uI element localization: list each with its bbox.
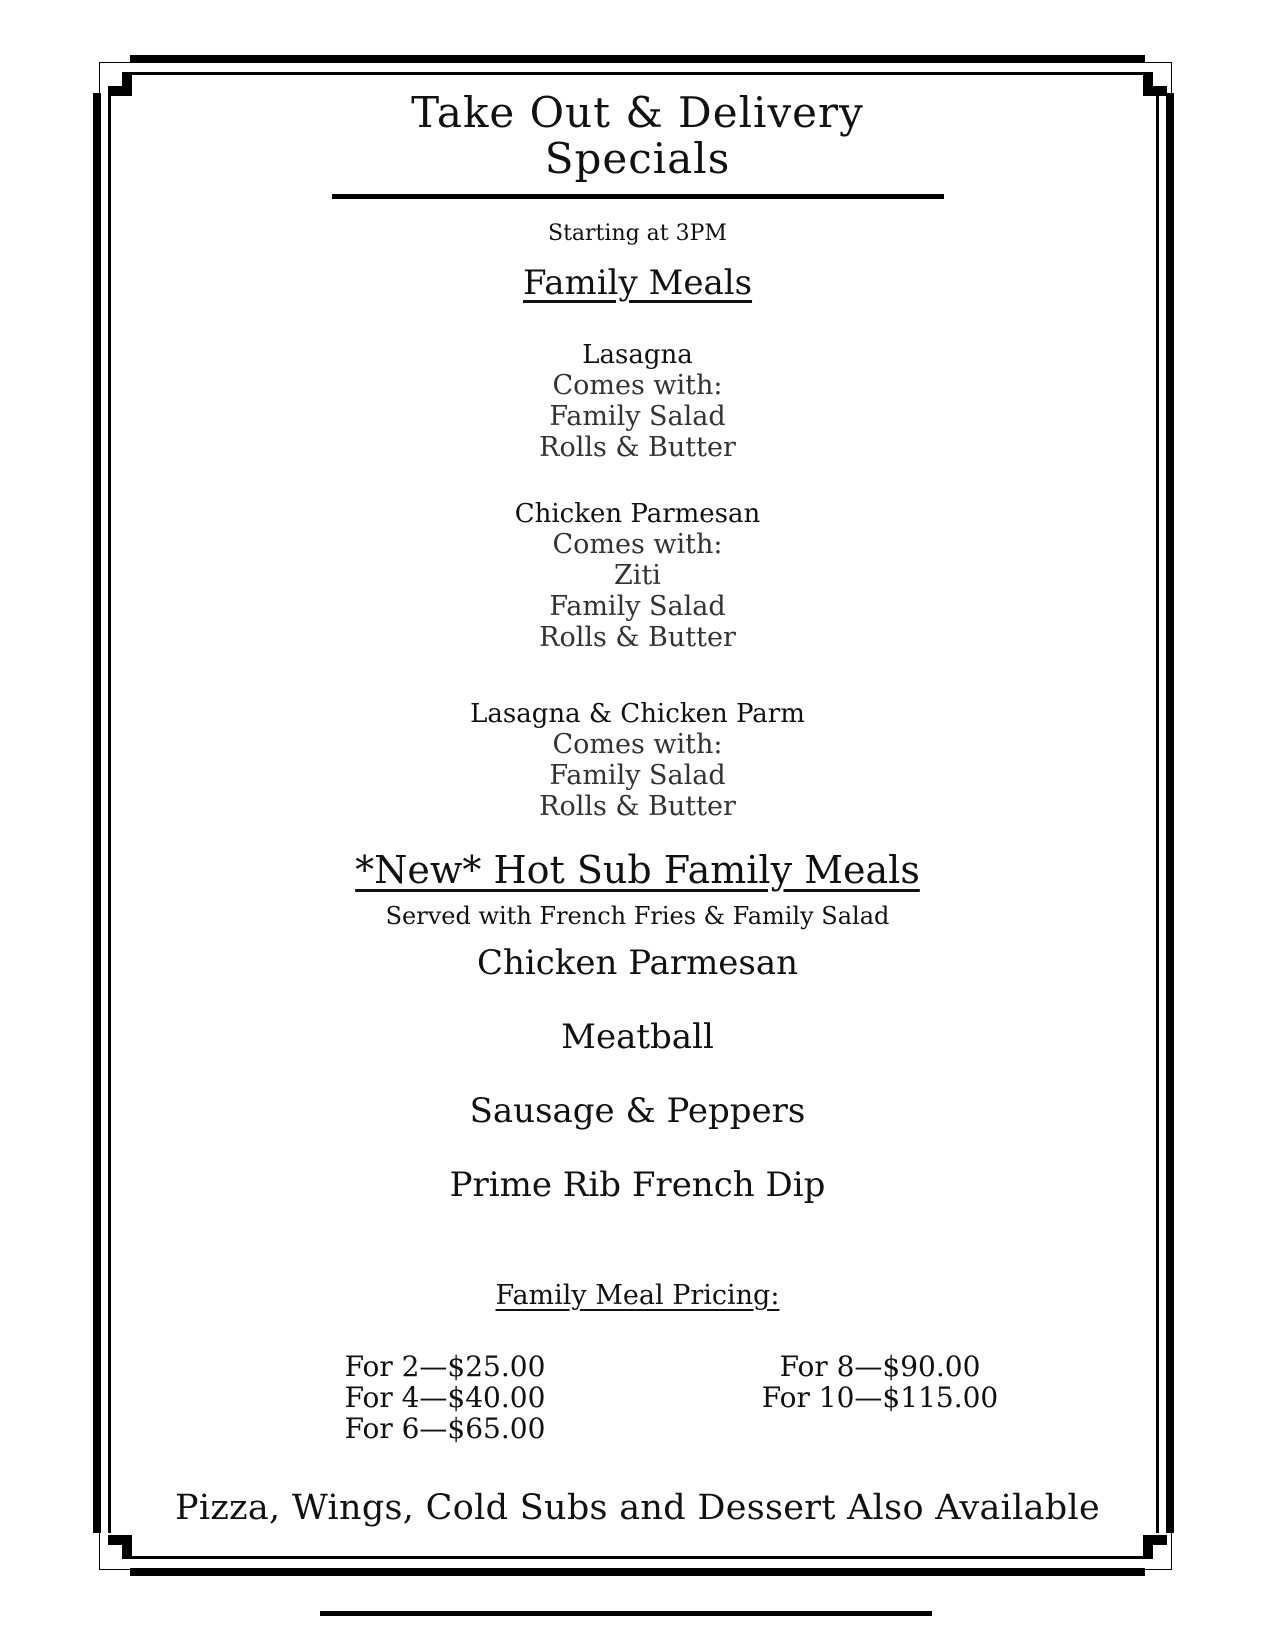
pricing-column-left <box>325 1351 565 1444</box>
meal-name: Chicken Parmesan <box>514 499 761 530</box>
also-available-note: Pizza, Wings, Cold Subs and Dessert Also Available <box>175 1487 1100 1528</box>
family-meals-heading: Family Meals <box>522 263 753 304</box>
meal-line: Comes with: <box>552 370 723 402</box>
frame-inner-right <box>1156 93 1159 1533</box>
meal-line: Family Salad <box>549 760 726 792</box>
pricing-column-right <box>760 1351 1000 1413</box>
meal-line: Rolls & Butter <box>539 432 736 464</box>
meal-name: Lasagna & Chicken Parm <box>470 699 805 730</box>
start-time: Starting at 3PM <box>548 221 727 247</box>
hot-sub-list <box>140 942 1135 1242</box>
menu-content <box>140 85 1135 1526</box>
frame-corner-notch <box>1153 72 1167 86</box>
hot-sub-served-with: Served with French Fries & Family Salad <box>385 901 890 930</box>
price-line: For 6—$65.00 <box>344 1411 546 1445</box>
meal-line: Family Salad <box>549 401 726 433</box>
hot-sub-item: Sausage & Peppers <box>469 1090 806 1131</box>
page-title: Take Out & Delivery Specials <box>332 85 944 199</box>
hot-sub-item: Chicken Parmesan <box>476 942 799 983</box>
family-meal-item <box>140 699 1135 822</box>
price-line: For 4—$40.00 <box>344 1380 546 1414</box>
price-line: For 8—$90.00 <box>779 1349 981 1383</box>
frame-inner-left <box>108 93 111 1533</box>
hot-sub-item: Prime Rib French Dip <box>449 1164 826 1205</box>
frame-inner-bottom <box>130 1556 1145 1559</box>
meal-name: Lasagna <box>582 340 693 371</box>
pricing-table <box>140 1351 1135 1451</box>
frame-corner-notch <box>108 72 122 86</box>
meal-line: Ziti <box>614 560 661 592</box>
hot-sub-heading: *New* Hot Sub Family Meals <box>355 848 920 893</box>
meal-line: Comes with: <box>552 529 723 561</box>
meal-line: Rolls & Butter <box>539 622 736 654</box>
price-line: For 2—$25.00 <box>344 1349 546 1383</box>
frame-corner-notch <box>108 1545 122 1559</box>
meal-line: Rolls & Butter <box>539 791 736 823</box>
family-meal-item <box>140 499 1135 653</box>
hot-sub-item: Meatball <box>561 1016 714 1057</box>
price-line: For 10—$115.00 <box>761 1380 999 1414</box>
family-meal-item <box>140 340 1135 463</box>
meal-line: Family Salad <box>549 591 726 623</box>
meal-line: Comes with: <box>552 729 723 761</box>
frame-inner-top <box>130 72 1145 75</box>
frame-corner-notch <box>1153 1545 1167 1559</box>
footer-divider <box>320 1611 932 1616</box>
pricing-heading: Family Meal Pricing: <box>495 1279 780 1311</box>
